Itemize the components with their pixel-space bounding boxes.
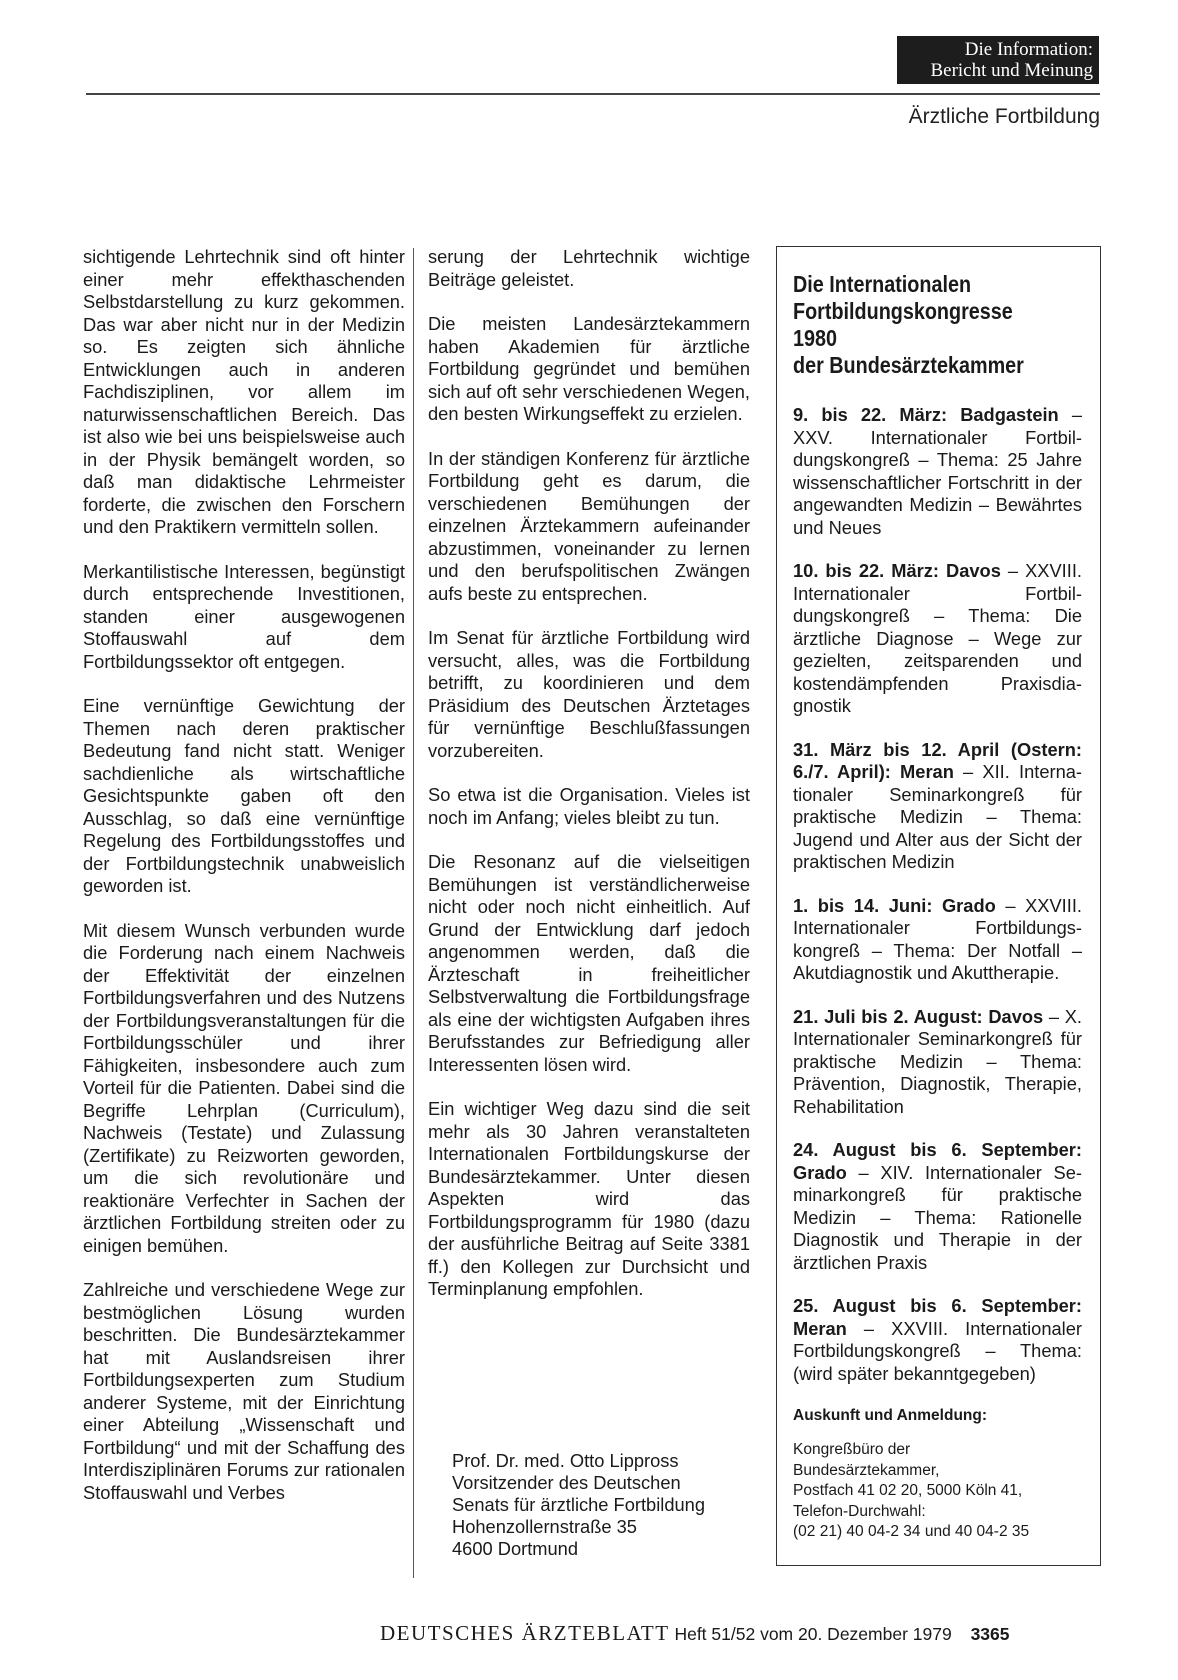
congress-entry [793,560,1082,718]
contact-line: Kongreßbüro der [793,1441,911,1458]
issue-info: Heft 51/52 vom 20. Dezember 1979 [674,1624,952,1644]
congress-description: – XXVIII. Internationaler Fortbildungskongreß – Thema: Die ärztliche Diagnose – Wege zur gezielten, zeitsparenden und kostendämpfenden Praxisdiagnostik [793,560,1082,716]
infobox-title-line: Die Internationalen [793,271,972,297]
contact-line: Telefon-Durchwahl: [793,1502,926,1520]
infobox-title-line: Fortbildungskongresse [793,298,1013,324]
signature-line: 4600 Dortmund [452,1538,579,1559]
congress-description: – X. Internationaler Seminarkongreß für praktische Medizin – Thema: Prävention, Diagnostik, Therapie, Rehabilitation [793,1005,1082,1117]
page-footer [380,1622,1100,1645]
info-label: Auskunft und Anmeldung: [793,1407,988,1424]
congress-infobox [776,246,1101,1566]
column-divider [413,248,414,1578]
congress-entry [793,1139,1082,1274]
congress-entry [793,739,1082,874]
page-number: 3365 [970,1624,1010,1644]
congress-date: 1. bis 14. Juni: Grado [793,894,996,916]
contact-line: Bundesärztekammer, [793,1461,940,1479]
signature-line: Vorsitzender des Deutschen [452,1472,681,1493]
signature-line: Senats für ärztliche Fortbildung [452,1494,706,1515]
infobox-title-line: 1980 [793,325,838,351]
paragraph: Die meisten Landesärztekammern haben Akademien für ärztliche Fortbildung gegründet und bemühen sich auf oft sehr verschiedenen Wegen, den besten Wirkungseffekt zu erzielen. [428,313,750,424]
paragraph: Ein wichtiger Weg dazu sind die seit mehr als 30 Jahren veranstalteten Internationalen Fortbildungskurse der Bundesärztekammer. Unter diesen Aspekten wird das Fortbildungsprogramm für 1980 (dazu der ausführliche Beitrag auf Seite 3381 ff.) den Kollegen zur Durchsicht und Terminplanung empfohlen. [428,1098,750,1299]
paragraph: In der ständigen Konferenz für ärztliche Fortbildung geht es darum, die verschiedenen Bemühungen der einzelnen Ärztekammern aufeinander abzustimmen, voneinander zu lernen und den berufspolitischen Zwängen aufs beste zu entsprechen. [428,447,750,604]
author-signature [452,1450,752,1560]
contact-line: Postfach 41 02 20, 5000 Köln 41, [793,1482,1023,1499]
rubric-line-1: Die Information: [964,39,1093,60]
paragraph: Eine vernünftige Gewichtung der Themen nach deren praktischer Bedeutung fand nicht statt. Weniger sachdienliche als wirtschaftliche Gesichtspunkte gaben oft den Ausschlag, so daß eine vernünftige Regelung des Fortbildungsstoffes und der Fortbildungstechnik unabweislich geworden ist. [83,695,405,896]
congress-entry [793,404,1082,539]
header-rule [86,93,1100,95]
congress-entry [793,895,1082,985]
article-column-1 [83,246,405,1526]
signature-line: Prof. Dr. med. Otto Lippross [452,1450,679,1471]
congress-date: 21. Juli bis 2. August: Davos [793,1005,1044,1027]
congress-date: 24. August bis 6. September: Grado [793,1139,1082,1183]
congress-description: – XXVIII. Internationaler Fortbildungskongreß – Thema: (wird später bekanntgegeben) [793,1317,1082,1384]
paragraph: Merkantilistische Interessen, begünstigt durch entsprechende Investitionen, standen einer ausgewogenen Stoffauswahl auf dem Fortbildungssektor oft entgegen. [83,560,405,672]
paragraph: Zahlreiche und verschiedene Wege zur bestmöglichen Lösung wurden beschritten. Die Bundesärztekammer hat mit Auslandsreisen ihrer Fortbildungsexperten zum Studium anderer Systeme, mit der Einrichtung einer Abteilung „Wissenschaft und Fortbildung“ und mit der Schaffung des Interdisziplinären Forums zur rationalen Stoffauswahl und Verbes [83,1279,405,1503]
paragraph: sichtigende Lehrtechnik sind oft hinter einer mehr effekthaschenden Selbstdarstellung zu kurz gekommen. Das war aber nicht nur in der Medizin so. Es zeigten sich ähnliche Entwicklungen auch in anderen Fachdisziplinen, vor allem im naturwissenschaftlichen Bereich. Das ist also wie bei uns beispielsweise auch in der Physik bemängelt worden, so daß man didaktische Lehrmeister forderte, die zwischen den Forschern und den Praktikern vermitteln sollen. [83,246,405,537]
contact-address [793,1440,1082,1543]
congress-description: – XIV. Internationaler Seminarkongreß für praktische Medizin – Thema: Rationelle Diagnostik und Therapie in der ärztlichen Praxis [793,1161,1082,1273]
congress-description: – XXV. Internationaler Fortbildungskongreß – Thema: 25 Jahre wissenschaftlicher Fortschritt in der angewandten Medizin – Bewährtes und Neues [793,404,1082,538]
congress-description: – XII. Internationaler Seminarkongreß für praktische Medizin – Thema: Jugend und Alter aus der Sicht der praktischen Medizin [793,761,1082,872]
contact-line: (02 21) 40 04-2 34 und 40 04-2 35 [793,1523,1030,1540]
section-title: Ärztliche Fortbildung [908,105,1100,128]
congress-entry [793,1295,1082,1385]
congress-date: 31. März bis 12. April (Ostern: 6./7. April): Meran [793,738,1082,782]
paragraph: Im Senat für ärztliche Fortbildung wird versucht, alles, was die Fortbildung betrifft, zu koordinieren und dem Präsidium des Deutschen Ärztetages für vernünftige Beschlußfassungen vorzubereiten. [428,627,750,761]
rubric-line-2: Bericht und Meinung [930,60,1093,81]
congress-date: 9. bis 22. März: Badgastein [793,404,1059,425]
paragraph: Die Resonanz auf die vielseitigen Bemühungen ist verständlicherweise nicht oder noch nicht einheitlich. Auf Grund der Entwicklung darf jedoch angenommen werden, daß die Ärzteschaft in freiheitlicher Selbstverwaltung die Fortbildungsfrage als eine der wichtigsten Aufgaben ihres Berufsstandes zur Befriedigung aller Interessenten lösen wird. [428,851,750,1075]
article-column-2 [428,246,750,1323]
infobox-title [793,271,1081,379]
paragraph: serung der Lehrtechnik wichtige Beiträge geleistet. [428,246,750,290]
paragraph: So etwa ist die Organisation. Vieles ist noch im Anfang; vieles bleibt zu tun. [428,784,750,828]
signature-line: Hohenzollernstraße 35 [452,1516,637,1537]
infobox-title-line: der Bundesärztekammer [793,352,1024,378]
paragraph: Mit diesem Wunsch verbunden wurde die Forderung nach einem Nachweis der Effektivität der einzelnen Fortbildungsverfahren und des Nutzens der Fortbildungsveranstaltungen für die Fortbildungsschüler und ihrer Fähigkeiten, insbesondere auch zum Vorteil für die Patienten. Dabei sind die Begriffe Lehrplan (Curriculum), Nachweis (Testate) und Zulassung (Zertifikate) zu Reizworten geworden, um die sich revolutionäre und reaktionäre Verfechter in Sachen der ärztlichen Fortbildung streiten oder zu einigen bemühen. [83,919,405,1256]
congress-description: – XXVIII. Internationaler Fortbildungskongreß – Thema: Der Notfall – Akutdiagnostik und Akuttherapie. [793,894,1082,983]
congress-entry [793,1006,1082,1119]
congress-date: 10. bis 22. März: Davos [793,560,1001,581]
rubric-box [897,36,1099,84]
journal-name: DEUTSCHES ÄRZTEBLATT [380,1621,670,1645]
congress-date: 25. August bis 6. September: Meran [793,1295,1082,1339]
